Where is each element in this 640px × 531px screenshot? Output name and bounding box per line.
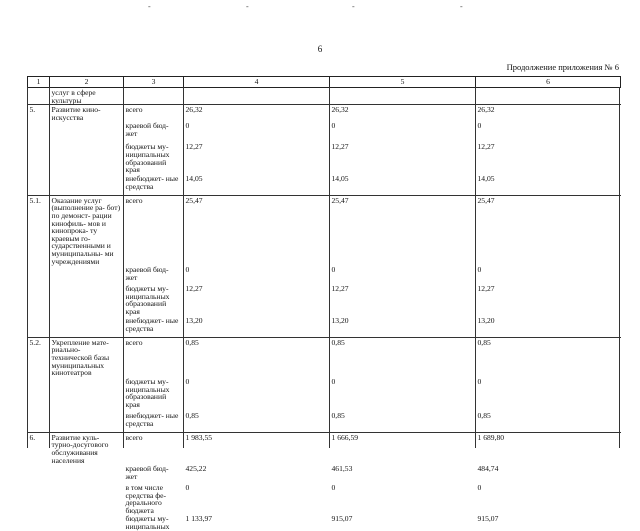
row-value-col6: 13,20 [477,316,495,326]
row-value-col5: 12,27 [331,284,349,294]
row-value-col4: 0,85 [184,337,330,377]
row-number [28,483,50,514]
table-row [28,483,621,514]
row-funding-source: бюджеты му- ниципальных образований края [125,142,170,175]
row-value-col5: 0,85 [330,337,476,377]
table-body [28,88,621,531]
row-value-col4: 26,32 [184,105,330,122]
header-col-2: 2 [50,77,124,88]
row-value-col6: 25,47 [476,195,621,265]
row-number: 5.1. [28,195,50,265]
row-funding-source: бюджеты му- ниципальных [125,514,170,531]
table-border-right [619,87,620,448]
row-funding-source: внебюджет- ные средства [125,174,179,191]
row-title: Развитие куль- турно-досугового обслуживания населения [50,432,124,464]
header-col-4: 4 [184,77,330,88]
row-funding-source [124,88,184,105]
row-value-col6 [476,88,621,105]
column-divider [183,87,184,448]
row-number [28,174,50,195]
row-value-col6: 0 [477,265,482,275]
scan-mark: - [352,2,355,11]
row-value-col4: 1 983,55 [184,432,330,464]
row-value-col5: 0 [331,377,336,387]
row-funding-source: в том числе средства фе- дерального бюджета [125,483,167,515]
row-value-col4: 0 [185,377,190,387]
row-value-col4: 0,85 [185,411,199,421]
row-funding-source: краевой бюд- жет [125,265,169,282]
scan-mark: - [460,2,463,11]
row-value-col5: 12,27 [331,142,349,152]
row-title [50,284,124,316]
table-row [28,142,621,174]
row-title [50,377,124,411]
row-value-col4: 14,05 [185,174,203,184]
row-value-col5: 13,20 [331,316,349,326]
row-title [50,265,124,284]
row-value-col4: 0 [185,483,190,493]
row-number: 6. [28,432,50,464]
header-col-6: 6 [476,77,621,88]
row-value-col6: 1 689,80 [476,432,621,464]
row-value-col5: 14,05 [331,174,349,184]
row-funding-source: всего [124,105,184,122]
row-value-col5: 915,07 [331,514,353,524]
row-value-col6: 26,32 [476,105,621,122]
row-funding-source: бюджеты му- ниципальных образований края [125,284,170,316]
row-number [28,88,50,105]
row-number [28,142,50,174]
table-row [28,284,621,316]
table-row [28,195,621,265]
table-row [28,174,621,195]
row-value-col5: 25,47 [330,195,476,265]
row-value-col6: 0 [477,121,482,131]
row-funding-source: всего [124,195,184,265]
row-value-col6: 0,85 [477,411,491,421]
row-value-col4: 12,27 [185,284,203,294]
table-row [28,88,621,105]
row-value-col6: 0 [477,483,482,493]
row-value-col5 [330,88,476,105]
row-value-col5: 0 [331,121,336,131]
table-row [28,105,621,122]
row-value-col4: 13,20 [185,316,203,326]
row-number [28,284,50,316]
row-number: 5. [28,105,50,122]
scan-mark: - [148,2,151,11]
row-value-col5: 0,85 [331,411,345,421]
row-value-col4: 0 [185,265,190,275]
row-title [50,514,124,530]
row-value-col4: 25,47 [184,195,330,265]
row-number: 5.2. [28,337,50,377]
row-title [50,316,124,337]
row-title: Укрепление мате- риально- технической базы муниципальных кинотеатров [50,337,124,377]
row-title [50,174,124,195]
table-row [28,337,621,377]
row-value-col5: 461,53 [331,464,353,474]
row-value-col6: 12,27 [477,284,495,294]
column-divider [329,87,330,448]
table-row [28,377,621,411]
table-row [28,121,621,142]
row-number [28,121,50,142]
table-row [28,514,621,530]
row-value-col5: 26,32 [330,105,476,122]
row-value-col6: 915,07 [477,514,499,524]
column-divider [123,87,124,448]
row-number [28,316,50,337]
row-value-col5: 0 [331,483,336,493]
row-title [50,464,124,483]
table-header [28,77,621,88]
scan-mark: - [246,2,249,11]
header-col-1: 1 [28,77,50,88]
row-value-col4: 12,27 [185,142,203,152]
row-title [50,142,124,174]
column-divider [475,87,476,448]
table-row [28,464,621,483]
row-title: услуг в сфере культуры [51,88,96,105]
row-funding-source: всего [124,337,184,377]
row-value-col4: 425,22 [185,464,207,474]
row-value-col6: 14,05 [477,174,495,184]
row-title: Развитие кино- искусства [50,105,124,122]
row-number [28,411,50,432]
row-funding-source: краевой бюд- жет [125,121,169,138]
table-row [28,411,621,432]
row-funding-source: бюджеты му- ниципальных образований края [125,377,170,409]
row-value-col5: 1 666,59 [330,432,476,464]
row-title [50,121,124,142]
row-value-col6: 484,74 [477,464,499,474]
column-divider [49,87,50,448]
row-value-col5: 0 [331,265,336,275]
row-value-col4: 0 [185,121,190,131]
row-value-col6: 0,85 [476,337,621,377]
row-title: Оказание услуг (выполнение ра- бот) по демонст- рации кинофиль- мов и кинопрока- ту краевым го- сударственными и муниципальны- ми учреждениями [50,195,124,265]
header-col-3: 3 [124,77,184,88]
row-funding-source: внебюджет- ные средства [125,411,179,428]
page-number: 6 [317,44,323,54]
row-funding-source: краевой бюд- жет [125,464,169,481]
table-row [28,432,621,464]
row-number [28,265,50,284]
row-number [28,377,50,411]
row-funding-source: внебюджет- ные средства [125,316,179,333]
row-title [50,411,124,432]
row-value-col6: 12,27 [477,142,495,152]
header-col-5: 5 [330,77,476,88]
row-title [50,483,124,514]
row-value-col4 [184,88,330,105]
row-number [28,464,50,483]
table-row [28,265,621,284]
row-value-col6: 0 [477,377,482,387]
row-value-col4: 1 133,97 [185,514,213,524]
row-number [28,514,50,530]
appendix-continuation: Продолжение приложения № 6 [506,62,619,72]
table-row [28,316,621,337]
table-border-left [27,87,28,448]
budget-table [27,76,621,531]
row-funding-source: всего [124,432,184,464]
